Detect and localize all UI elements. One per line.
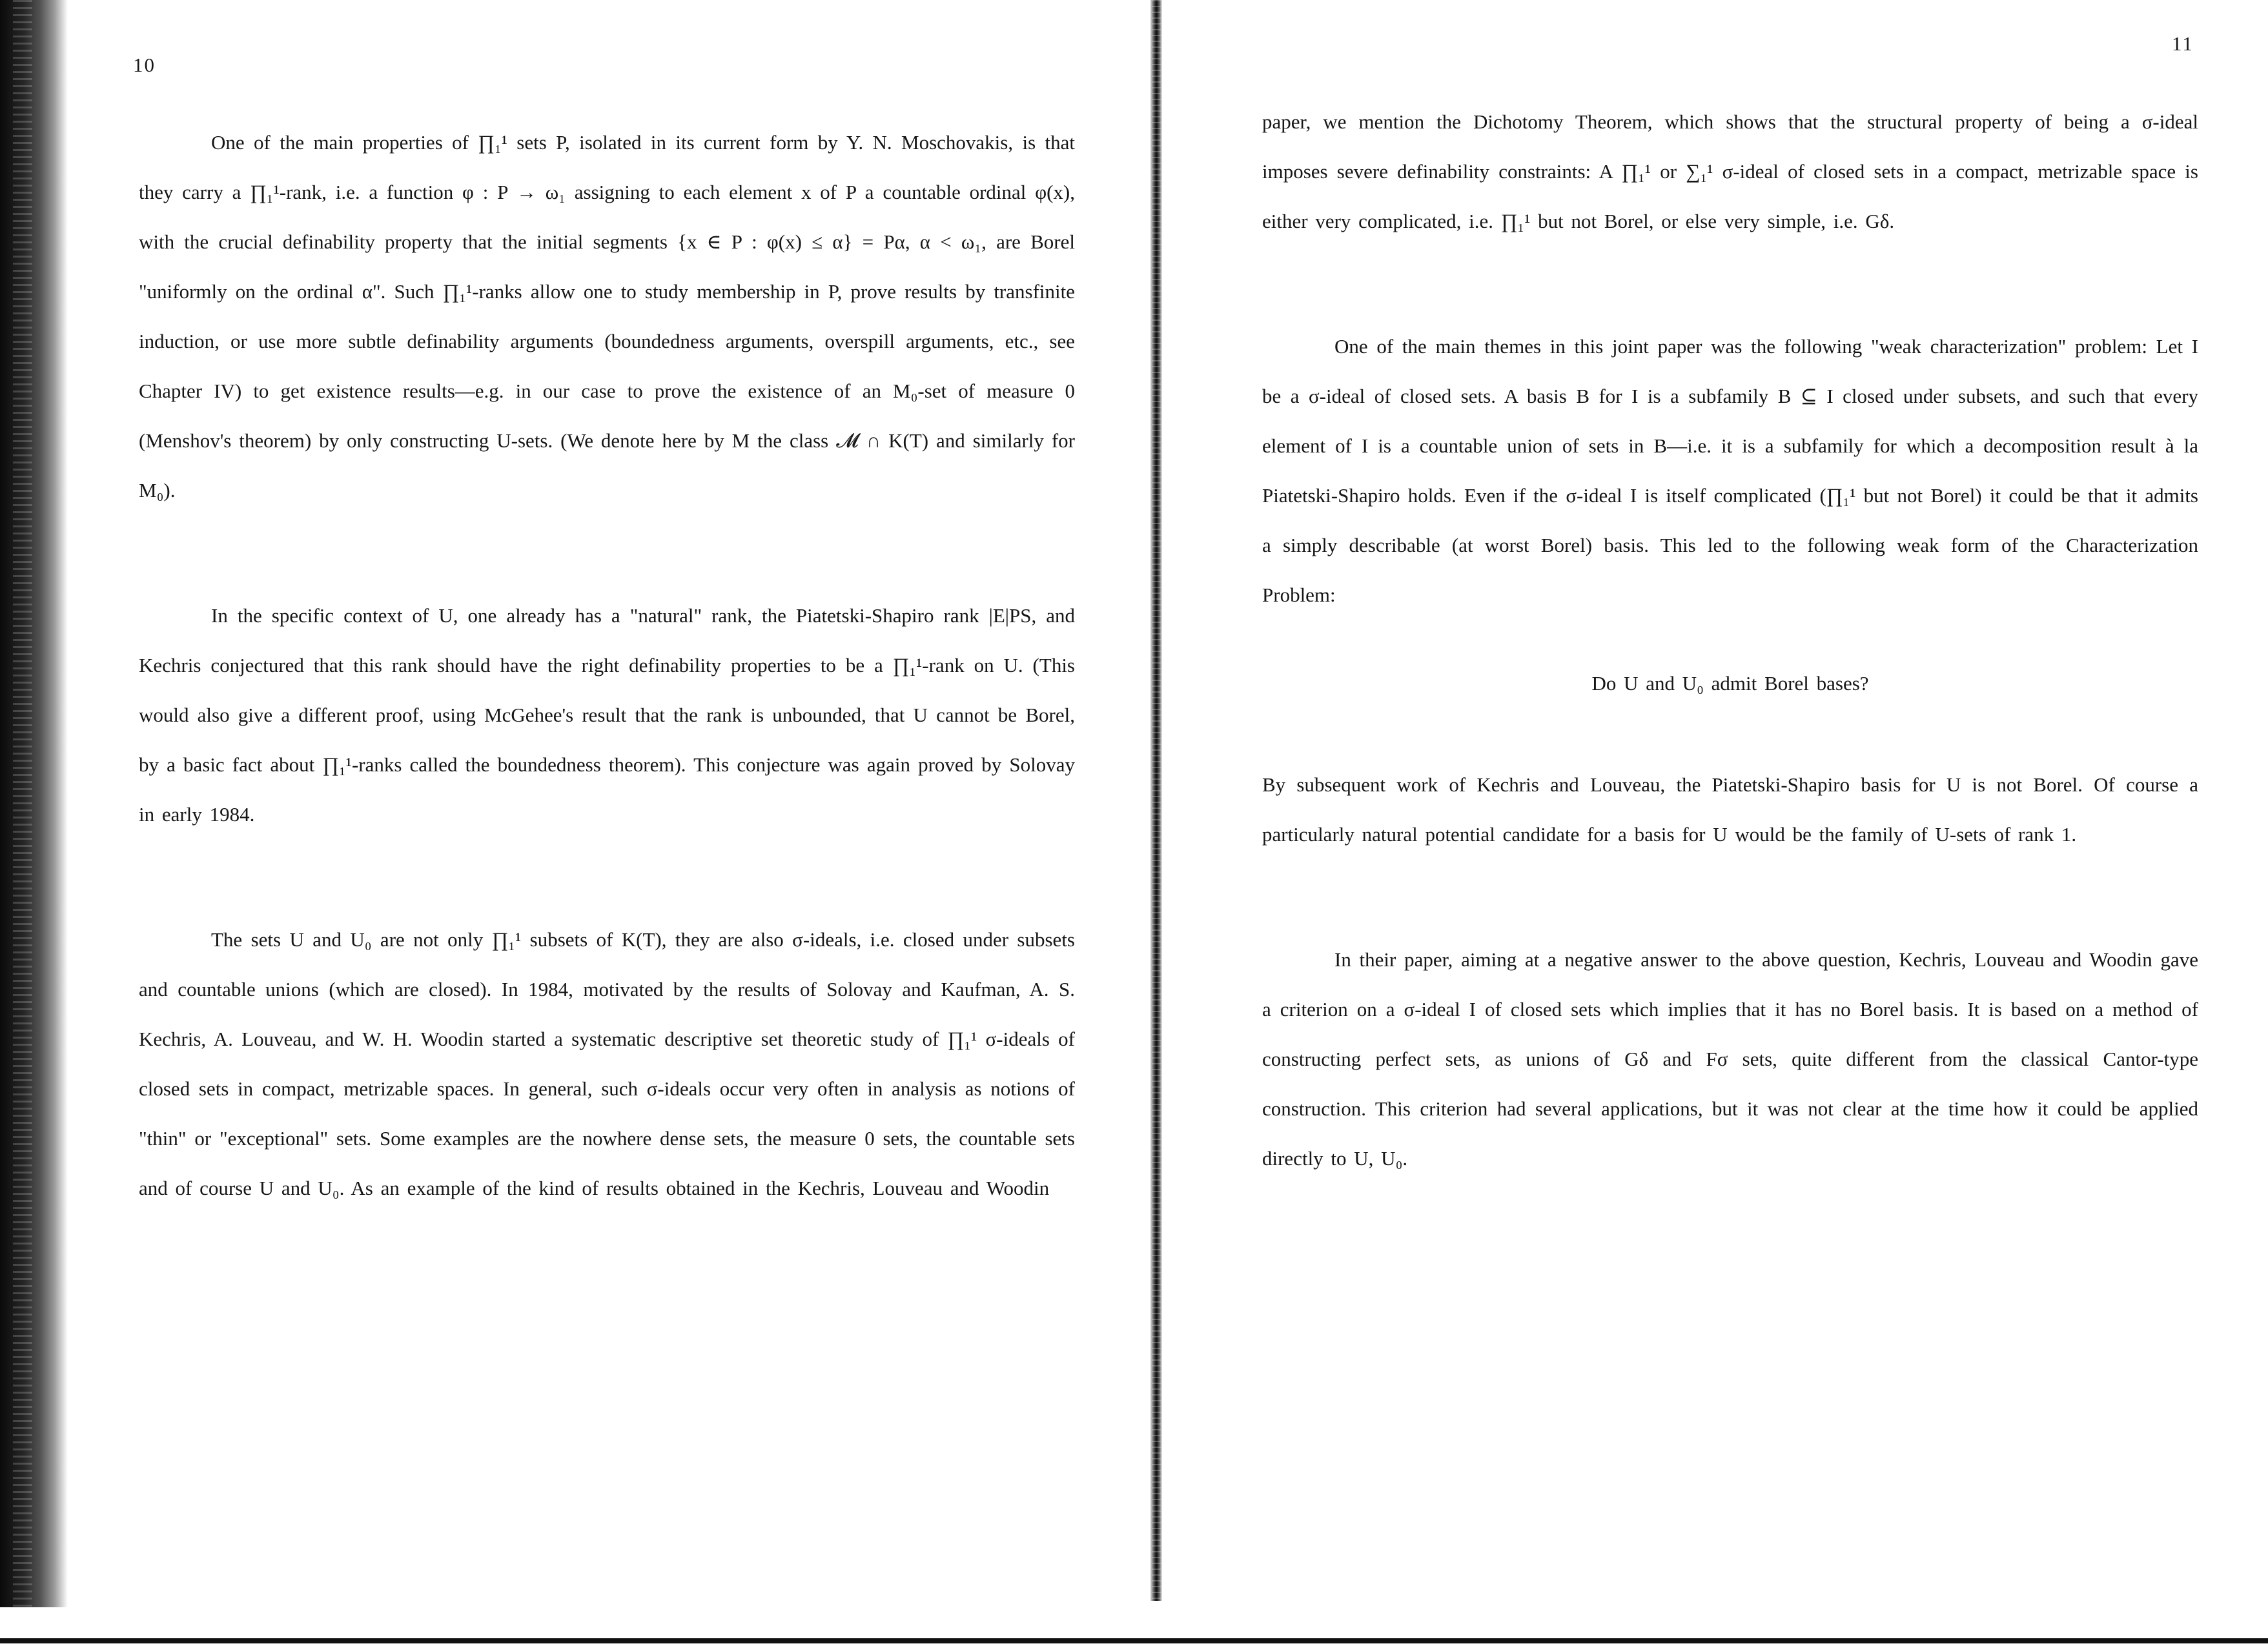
paragraph-borel-basis-criterion: In their paper, aiming at a negative answer to the above question, Kechris, Louveau and Woodin gave a criterion on a σ-ideal I of closed sets which implies that it has no Borel basis. It is based on a method of constructing perfect sets, as unions of Gδ and Fσ sets, quite different from the classical Cantor-type construction. This criterion had several applications, but it was not clear at the time how it could be applied directly to U, U₀. xyxy=(1262,948,2198,1170)
question-borel-bases: Do U and U₀ admit Borel bases? xyxy=(1591,672,1869,695)
paragraph-pi11-ranks: One of the main properties of ∏₁¹ sets P, isolated in its current form by Y. N. Moschovakis, is that they carry a ∏₁¹-rank, i.e. a function φ : P → ω₁ assigning to each element x of P a countable ordinal φ(x), with the crucial definability property that the initial segments {x ∈ P : φ(x) ≤ α} = Pα, α < ω₁, are Borel "uniformly on the ordinal α". Such ∏₁¹-ranks allow one to study membership in P, prove results by transfinite induction, or use more subtle definability arguments (boundedness arguments, overspill arguments, etc., see Chapter IV) to get existence results—e.g. in our case to prove the existence of an M₀-set of measure 0 (Menshov's theorem) by only constructing U-sets. (We denote here by M the class 𝓜 ∩ K(T) and similarly for M₀). xyxy=(139,131,1075,502)
paragraph-dichotomy-theorem: paper, we mention the Dichotomy Theorem, which shows that the structural property of being a σ-ideal imposes severe definability constraints: A ∏₁¹ or ∑₁¹ σ-ideal of closed sets in a compact, metrizable space is either very complicated, i.e. ∏₁¹ but not Borel, or else very simple, i.e. Gδ. xyxy=(1262,110,2198,232)
scan-edge-left xyxy=(0,0,68,1607)
paragraph-weak-characterization: One of the main themes in this joint paper was the following "weak characterization" problem: Let I be a σ-ideal of closed sets. A basis B for I is a subfamily B ⊆ I closed under subsets, and such that every element of I is a countable union of sets in B—i.e. it is a subfamily for which a decomposition result à la Piatetski-Shapiro holds. Even if the σ-ideal I is itself complicated (∏₁¹ but not Borel) it could be that it admits a simply describable (at worst Borel) basis. This led to the following weak form of the Characterization Problem: xyxy=(1262,335,2198,606)
left-page-text xyxy=(139,117,1075,1213)
left-page-number: 10 xyxy=(133,54,156,76)
scan-bottom-edge xyxy=(0,1638,2268,1643)
paragraph-subsequent-work: By subsequent work of Kechris and Louveau, the Piatetski-Shapiro basis for U is not Borel. Of course a particularly natural potential candidate for a basis for U would be the family of U-sets of rank 1. xyxy=(1262,773,2198,846)
right-page-number: 11 xyxy=(2172,32,2194,55)
right-page-text xyxy=(1262,97,2198,1183)
book-spine xyxy=(1150,0,1162,1601)
paragraph-sigma-ideals: The sets U and U₀ are not only ∏₁¹ subsets of K(T), they are also σ-ideals, i.e. closed under subsets and countable unions (which are closed). In 1984, motivated by the results of Solovay and Kaufman, A. S. Kechris, A. Louveau, and W. H. Woodin started a systematic descriptive set theoretic study of ∏₁¹ σ-ideals of closed sets in compact, metrizable spaces. In general, such σ-ideals occur very often in analysis as notions of "thin" or "exceptional" sets. Some examples are the nowhere dense sets, the measure 0 sets, the countable sets and of course U and U₀. As an example of the kind of results obtained in the Kechris, Louveau and Woodin xyxy=(139,928,1075,1199)
paragraph-piatetski-shapiro-rank: In the specific context of U, one already has a "natural" rank, the Piatetski-Shapiro rank |E|PS, and Kechris conjectured that this rank should have the right definability properties to be a ∏₁¹-rank on U. (This would also give a different proof, using McGehee's result that the rank is unbounded, that U cannot be Borel, by a basic fact about ∏₁¹-ranks called the boundedness theorem). This conjecture was again proved by Solovay in early 1984. xyxy=(139,604,1075,826)
